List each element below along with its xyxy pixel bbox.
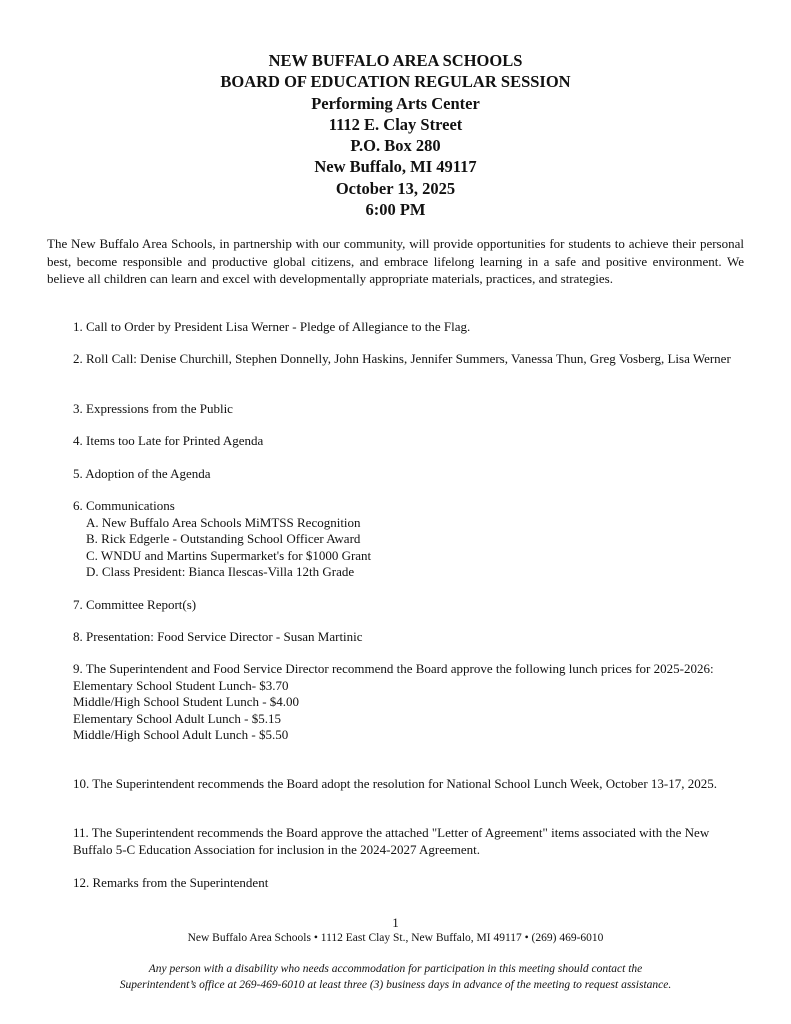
meeting-date: October 13, 2025: [335, 178, 456, 198]
city-state-zip: New Buffalo, MI 49117: [314, 157, 477, 177]
agenda-item-3: 3. Expressions from the Public: [73, 401, 233, 416]
agenda-item-6: [73, 498, 744, 581]
lunch-price-elementary-student: Elementary School Student Lunch- $3.70: [73, 677, 289, 693]
agenda-item-2: 2. Roll Call: Denise Churchill, Stephen Donnelly, John Haskins, Jennifer Summers, Vanessa Thun, Greg Vosberg, Lisa Werner: [73, 351, 731, 366]
communications-title: 6. Communications: [73, 498, 175, 513]
lunch-price-mshs-adult: Middle/High School Adult Lunch - $5.50: [73, 727, 289, 743]
meeting-time: 6:00 PM: [365, 200, 426, 220]
agenda-item-7: 7. Committee Report(s): [73, 597, 197, 612]
communication-a: A. New Buffalo Area Schools MiMTSS Recognition: [86, 514, 361, 530]
session-title: BOARD OF EDUCATION REGULAR SESSION: [220, 72, 571, 92]
agenda-item-10: 10. The Superintendent recommends the Board adopt the resolution for National School Lunch Week, October 13-17, 2025.: [73, 776, 717, 791]
venue: Performing Arts Center: [311, 93, 480, 113]
footer-address: New Buffalo Area Schools • 1112 East Clay St., New Buffalo, MI 49117 • (269) 469-6010: [187, 932, 604, 944]
lunch-price-mshs-student: Middle/High School Student Lunch - $4.00: [73, 694, 300, 710]
lunch-price-elementary-adult: Elementary School Adult Lunch - $5.15: [73, 710, 281, 726]
agenda-item-12: 12. Remarks from the Superintendent: [73, 875, 269, 890]
accessibility-notice: [0, 962, 791, 993]
notice-line-1: Any person with a disability who needs accommodation for participation in this meeting should contact the: [148, 963, 643, 975]
district-name: NEW BUFFALO AREA SCHOOLS: [268, 51, 523, 70]
street-address: 1112 E. Clay Street: [328, 114, 463, 134]
page-number: 1: [392, 915, 399, 930]
agenda-item-5: 5. Adoption of the Agenda: [73, 466, 211, 481]
document-header: [0, 50, 791, 220]
communication-c: C. WNDU and Martins Supermarket's for $1000 Grant: [86, 547, 372, 563]
agenda-item-4: 4. Items too Late for Printed Agenda: [73, 433, 264, 448]
po-box: P.O. Box 280: [350, 136, 441, 156]
agenda-item-8: 8. Presentation: Food Service Director - Susan Martinic: [73, 629, 363, 644]
communication-b: B. Rick Edgerle - Outstanding School Officer Award: [86, 531, 361, 547]
notice-line-2: Superintendent’s office at 269-469-6010 at least three (3) business days in advance of the meeting to request assistance.: [119, 978, 672, 991]
agenda-item-11: 11. The Superintendent recommends the Board approve the attached "Letter of Agreement" items associated with the New Buffalo 5-C Education Association for inclusion in the 2024-2027 Agreement.: [73, 825, 710, 857]
lunch-price-recommendation: 9. The Superintendent and Food Service Director recommend the Board approve the following lunch prices for 2025-2026:: [73, 661, 714, 676]
communication-d: D. Class President: Bianca Ilescas-Villa 12th Grade: [86, 564, 355, 580]
agenda-item-9: [73, 661, 744, 744]
agenda-item-1: 1. Call to Order by President Lisa Werner - Pledge of Allegiance to the Flag.: [73, 319, 471, 334]
mission-statement: The New Buffalo Area Schools, in partnership with our community, will provide opportunities for students to achieve their personal best, become responsible and productive global citizens, and embrace lifelong learning in a safe and positive environment. We believe all children can learn and excel with developmentally appropriate materials, practices, and strategies.: [47, 236, 744, 286]
